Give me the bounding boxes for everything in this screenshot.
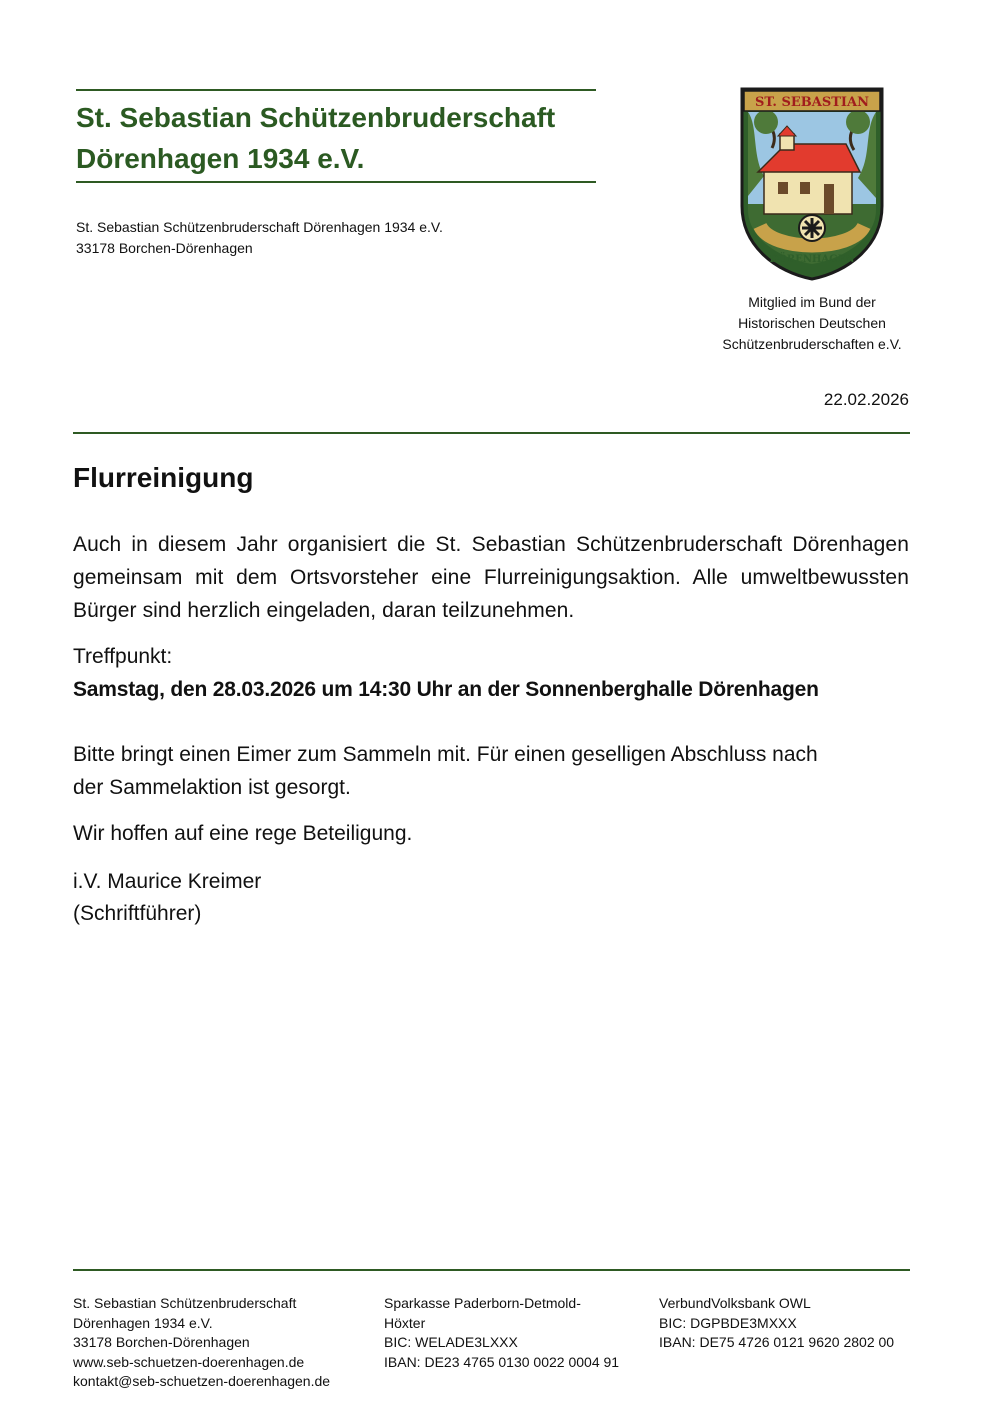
footer-org-name: St. Sebastian Schützenbruderschaft — [73, 1295, 297, 1311]
letter-subject: Flurreinigung — [73, 462, 254, 493]
bank1-iban: IBAN: DE23 4765 0130 0022 0004 91 — [384, 1353, 620, 1370]
signer-role: (Schriftführer) — [73, 902, 202, 925]
bring-line2: der Sammelaktion ist gesorgt. — [73, 776, 351, 799]
membership-line3: Schützenbruderschaften e.V. — [722, 336, 902, 352]
meeting-label: Treffpunkt: — [73, 645, 173, 668]
title-top-rule — [76, 89, 596, 91]
bring-line1: Bitte bringt einen Eimer zum Sammeln mit. Für einen geselligen Abschluss nach — [73, 743, 818, 766]
membership-line2: Historischen Deutschen — [738, 315, 886, 331]
organization-title-line1: St. Sebastian Schützenbruderschaft — [76, 102, 556, 133]
membership-note — [700, 292, 924, 355]
intro-paragraph: Auch in diesem Jahr organisiert die St. Sebastian Schützenbruderschaft Dörenhagen gemeinsam mit dem Ortsvorsteher eine Flurreinigungsaktion. Alle umweltbewussten Bürger sind herzlich eingeladen, daran teilzunehmen. — [73, 533, 909, 622]
bank2-name: VerbundVolksbank OWL — [659, 1295, 811, 1311]
footer-email-link[interactable]: kontakt@seb-schuetzen-doerenhagen.de — [73, 1373, 331, 1389]
meeting-detail: Samstag, den 28.03.2026 um 14:30 Uhr an der Sonnenberghalle Dörenhagen — [73, 678, 819, 701]
letter-date: 22.02.2026 — [823, 390, 909, 409]
crest-bottom-text: DÖRENHAGEN — [769, 254, 855, 265]
organization-title-line2: Dörenhagen 1934 e.V. — [76, 143, 365, 174]
footer-org-address: 33178 Borchen-Dörenhagen — [73, 1334, 250, 1350]
organization-title — [76, 97, 636, 179]
sender-address-line2: 33178 Borchen-Dörenhagen — [76, 240, 253, 256]
sender-address — [76, 217, 443, 259]
signer-name: i.V. Maurice Kreimer — [73, 870, 262, 893]
crest-logo — [738, 86, 886, 282]
bring-paragraph — [73, 738, 909, 804]
membership-line1: Mitglied im Bund der — [748, 294, 876, 310]
bank2-iban: IBAN: DE75 4726 0121 9620 2802 00 — [659, 1334, 895, 1350]
footer-bank-volksbank — [659, 1294, 919, 1353]
title-bottom-rule — [76, 181, 596, 183]
hope-paragraph: Wir hoffen auf eine rege Beteiligung. — [73, 822, 413, 845]
sender-address-line1: St. Sebastian Schützenbruderschaft Dörenhagen 1934 e.V. — [76, 219, 443, 235]
crest-banner-text: ST. SEBASTIAN — [755, 95, 869, 110]
footer-organization — [73, 1294, 373, 1392]
header-separator — [73, 432, 910, 434]
footer-bank-sparkasse — [384, 1294, 634, 1372]
bank1-bic: BIC: WELADE3LXXX — [384, 1334, 518, 1350]
footer-separator — [73, 1269, 910, 1271]
bank2-bic: BIC: DGPBDE3MXXX — [659, 1314, 797, 1331]
bank1-name: Sparkasse Paderborn-Detmold- — [384, 1295, 581, 1311]
footer-org-name-2: Dörenhagen 1934 e.V. — [73, 1314, 213, 1331]
footer-website-link[interactable]: www.seb-schuetzen-doerenhagen.de — [73, 1353, 305, 1370]
bank1-name-2: Höxter — [384, 1314, 426, 1331]
